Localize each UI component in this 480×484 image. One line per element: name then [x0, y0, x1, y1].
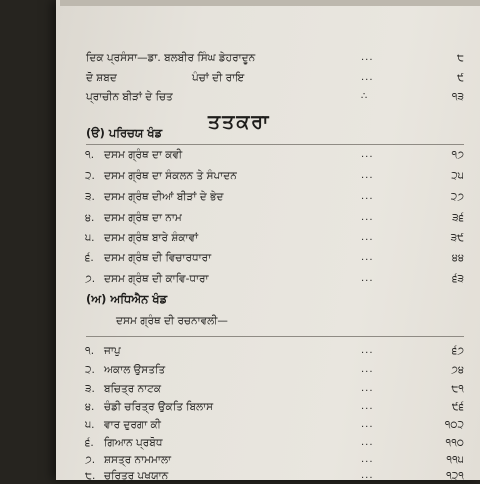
- page-number: ੮: [457, 52, 464, 64]
- section-subheading: ਦਸਮ ਗ੍ਰੰਥ ਦੀ ਰਚਨਾਵਲੀ—: [116, 315, 228, 327]
- toc-entry: [0, 189, 480, 205]
- entry-title: ਦਸਮ ਗ੍ਰੰਥ ਦੀ ਵਿਚਾਰਧਾਰਾ: [104, 252, 212, 264]
- front-matter-entry: [0, 70, 480, 86]
- entry-number: ੮.: [85, 470, 96, 482]
- entry-title: ਗਿਆਨ ਪ੍ਰਬੋਧ: [104, 437, 163, 449]
- toc-entry: [0, 230, 480, 246]
- toc-entry: [0, 271, 480, 287]
- toc-entry: [0, 168, 480, 184]
- entry-title: ਚਰਿਤ੍ਰ ਪਖਯਾਨ: [104, 470, 169, 482]
- page-number: ੯੬: [451, 401, 464, 413]
- leader-dots: ...: [361, 191, 374, 202]
- entry-title: ਅਕਾਲ ਉਸਤਤਿ: [104, 364, 166, 376]
- entry-title: ਦੋ ਸ਼ਬਦ: [86, 72, 117, 84]
- section-subheading-row: [0, 313, 480, 329]
- page-number: ੨੭: [450, 191, 464, 203]
- entry-title: ਚੰਡੀ ਚਰਿਤ੍ਰ ਉਕਤਿ ਬਿਲਾਸ: [104, 401, 214, 413]
- front-matter-entry: [0, 89, 480, 105]
- entry-title: ਦਸਮ ਗ੍ਰੰਥ ਦਾ ਸੰਕਲਨ ਤੇ ਸੰਪਾਦਨ: [104, 170, 237, 182]
- entry-title: ਸ਼ਸਤ੍ਰ ਨਾਮਮਾਲਾ: [104, 454, 172, 466]
- leader-dots: ...: [361, 470, 374, 481]
- entry-number: ੩.: [85, 191, 95, 203]
- page-top-edge: [60, 0, 480, 6]
- toc-entry: [0, 210, 480, 226]
- toc-entry: [0, 417, 480, 433]
- leader-dots: ∴: [361, 91, 369, 102]
- entry-title: ਦਸਮ ਗ੍ਰੰਥ ਦਾ ਕਵੀ: [104, 149, 183, 161]
- contents-title: ਤਤਕਰਾ: [208, 111, 271, 133]
- toc-entry: [0, 452, 480, 468]
- leader-dots: ...: [361, 252, 374, 263]
- section-divider: [86, 336, 464, 337]
- entry-number: ੨.: [85, 170, 95, 182]
- leader-dots: ...: [361, 454, 374, 465]
- leader-dots: ...: [361, 345, 374, 356]
- section-heading: (ਅ) ਅਧਿਐਨ ਖੰਡ: [86, 292, 168, 306]
- page-number: ੩੬: [452, 212, 464, 224]
- toc-entry: [0, 435, 480, 451]
- entry-number: ੭.: [85, 273, 96, 285]
- entry-number: ੬.: [85, 252, 94, 264]
- entry-number: ੧.: [85, 345, 95, 357]
- page-number: ੧੧੦: [445, 437, 464, 449]
- entry-number: ੪.: [85, 401, 95, 413]
- toc-entry: [0, 147, 480, 163]
- page-number: ੨੫: [451, 170, 464, 182]
- entry-number: ੨.: [85, 364, 95, 376]
- page-number: ੭੪: [451, 364, 464, 376]
- page-number: ੧੨੧: [446, 470, 464, 482]
- front-matter-entry: [0, 50, 480, 66]
- leader-dots: ...: [361, 273, 374, 284]
- page-number: ੯: [457, 72, 464, 84]
- entry-subtitle: ਪੰਚਾਂ ਦੀ ਰਾਇ: [192, 72, 245, 84]
- entry-number: ੭.: [85, 454, 96, 466]
- entry-number: ੧.: [85, 149, 95, 161]
- entry-title: ਬਚਿਤ੍ਰ ਨਾਟਕ: [104, 383, 162, 395]
- entry-title: ਜਾਪੁ: [104, 345, 121, 357]
- section-heading: (ੳ) ਪਰਿਚਯ ਖੰਡ: [86, 126, 163, 140]
- leader-dots: ...: [361, 419, 374, 430]
- leader-dots: ...: [361, 72, 374, 83]
- leader-dots: ...: [361, 401, 374, 412]
- page-number: ੩੯: [450, 232, 464, 244]
- page-number: ੧੦੨: [444, 419, 464, 431]
- toc-entry: [0, 362, 480, 378]
- leader-dots: ...: [361, 212, 374, 223]
- entry-title: ਪ੍ਰਾਚੀਨ ਬੀੜਾਂ ਦੇ ਚਿਤ: [86, 91, 173, 103]
- toc-entry: [0, 399, 480, 415]
- leader-dots: ...: [361, 364, 374, 375]
- entry-number: ੩.: [85, 383, 95, 395]
- entry-title: ਵਾਰ ਦੁਰਗਾ ਕੀ: [104, 419, 161, 431]
- entry-title: ਦਿਕ ਪ੍ਰਸੰਸਾ—ਡਾ. ਬਲਬੀਰ ਸਿੰਘ ਡੇਹਰਾਦੂਨ: [86, 52, 256, 64]
- toc-entry: [0, 381, 480, 397]
- page-number: ੮੧: [451, 383, 464, 395]
- page-number: ੬੭: [451, 345, 464, 357]
- page-number: ੧੭: [451, 149, 464, 161]
- leader-dots: ...: [361, 437, 374, 448]
- leader-dots: ...: [361, 149, 374, 160]
- toc-entry: [0, 250, 480, 266]
- entry-number: ੬.: [85, 437, 94, 449]
- section-divider: [86, 144, 464, 145]
- toc-entry: [0, 343, 480, 359]
- page-number: ੪੪: [451, 252, 464, 264]
- leader-dots: ...: [361, 52, 374, 63]
- toc-entry: [0, 468, 480, 484]
- page-number: ੧੩: [451, 91, 464, 103]
- entry-title: ਦਸਮ ਗ੍ਰੰਥ ਦਾ ਨਾਮ: [104, 212, 182, 224]
- entry-title: ਦਸਮ ਗ੍ਰੰਥ ਦੀਆਂ ਬੀੜਾਂ ਦੇ ਭੇਦ: [104, 191, 224, 203]
- entry-title: ਦਸਮ ਗ੍ਰੰਥ ਦੀ ਕਾਵਿ-ਧਾਰਾ: [104, 273, 209, 285]
- entry-number: ੪.: [85, 212, 95, 224]
- entry-number: ੫.: [85, 232, 95, 244]
- leader-dots: ...: [361, 232, 374, 243]
- entry-number: ੫.: [85, 419, 95, 431]
- leader-dots: ...: [361, 170, 374, 181]
- page-number: ੧੧੫: [446, 454, 464, 466]
- entry-title: ਦਸਮ ਗ੍ਰੰਥ ਬਾਰੇ ਸ਼ੰਕਾਵਾਂ: [104, 232, 199, 244]
- leader-dots: ...: [361, 383, 374, 394]
- page-number: ੬੩: [452, 273, 464, 285]
